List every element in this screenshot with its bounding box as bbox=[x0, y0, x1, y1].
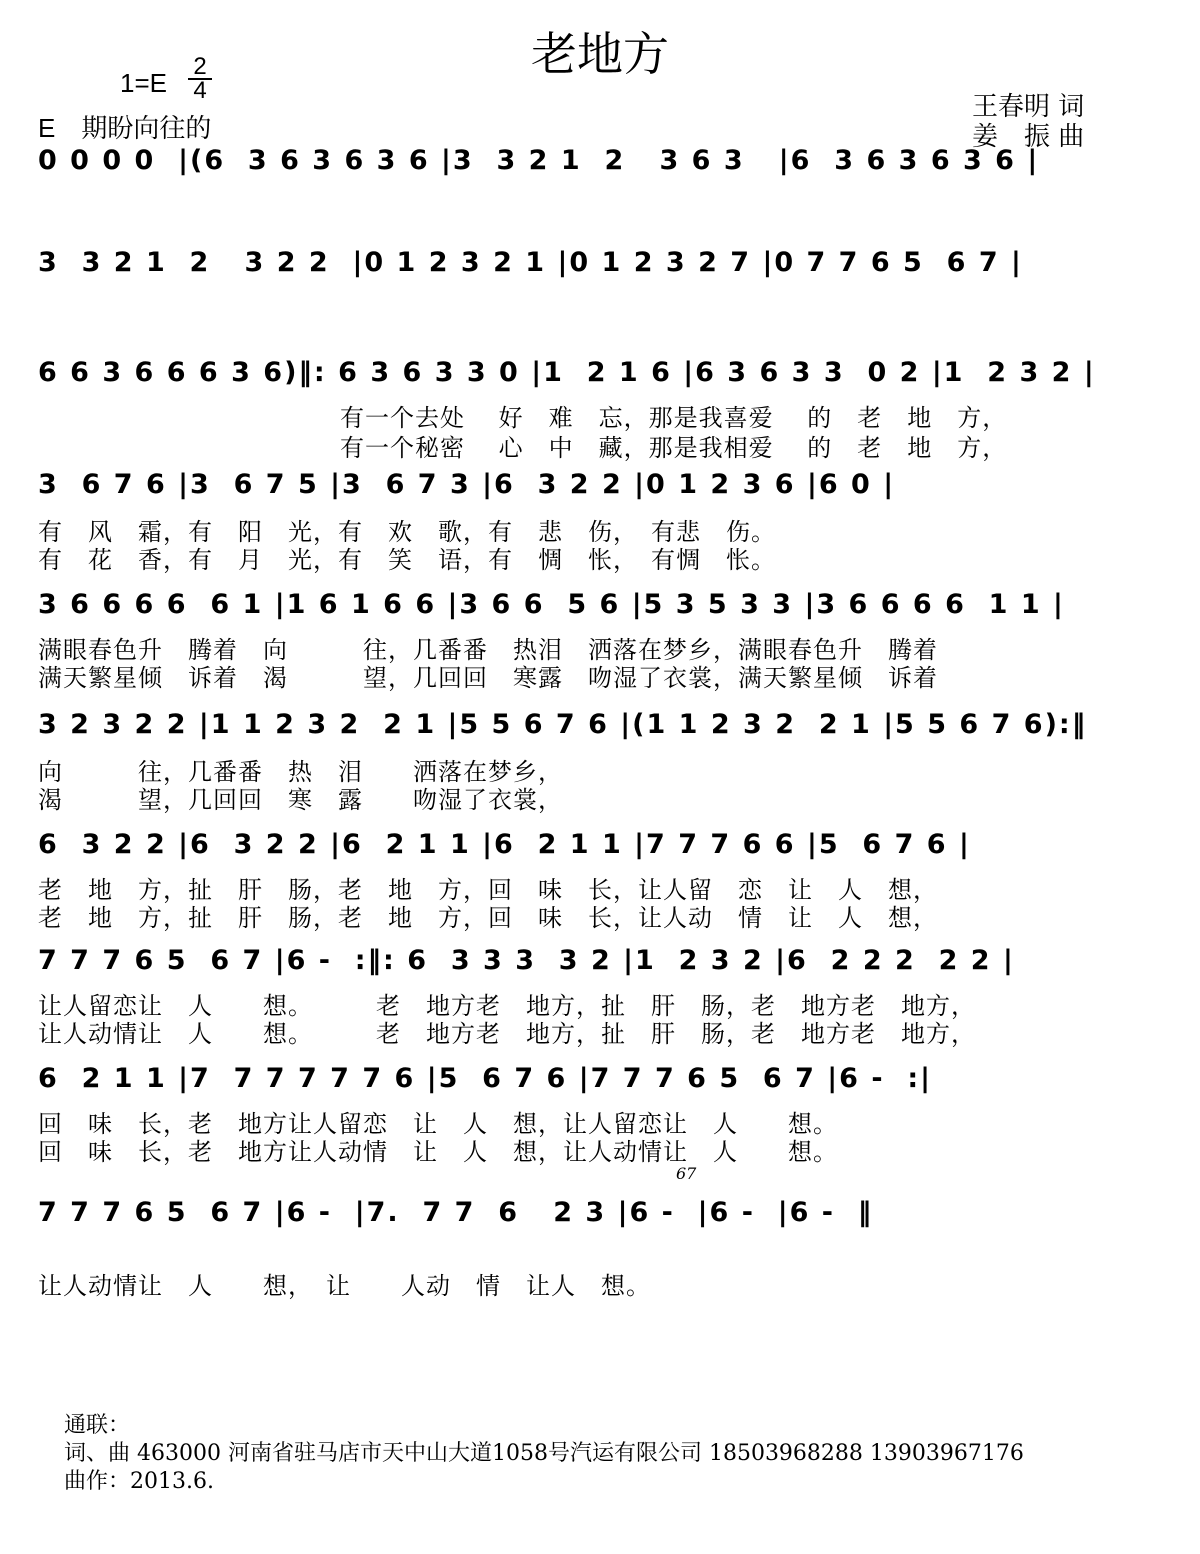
lyric-row-3-verse-2: 有一个秘密 心 中 藏，那是我相爱 的 老 地 方， bbox=[340, 434, 1008, 462]
score-row-7: 6 3 2 2 |6 3 2 2 |6 2 1 1 |6 2 1 1 |7 7 7 6 6 |5 6 7 6 | bbox=[38, 829, 971, 860]
composer: 姜 振 曲 bbox=[972, 122, 1085, 152]
lyricist: 王春明 词 bbox=[972, 92, 1085, 122]
score-row-1: 0 0 0 0 |(6 3 6 3 6 3 6 |3 3 2 1 2 3 6 3 |6 3 6 3 6 3 6 | bbox=[38, 145, 1040, 176]
key-signature: 1=E bbox=[120, 68, 167, 98]
score-row-10: 7 7 7 6 5 6 7 |6 - |7. 7 7 6 2 3 |6 - |6 - |6 - ‖ bbox=[38, 1197, 874, 1228]
lyric-row-5-verse-2: 满天繁星倾 诉着 渴 望，几回回 寒露 吻湿了衣裳，满天繁星倾 诉着 bbox=[38, 664, 938, 692]
lyric-row-8-verse-1: 让人留恋让 人 想。 老 地方老 地方，扯 肝 肠，老 地方老 地方， bbox=[38, 992, 976, 1020]
score-row-8: 7 7 7 6 5 6 7 |6 - :‖: 6 3 3 3 3 2 |1 2 3 2 |6 2 2 2 2 2 | bbox=[38, 945, 1015, 976]
score-row-4: 3 6 7 6 |3 6 7 5 |3 6 7 3 |6 3 2 2 |0 1 2 3 6 |6 0 | bbox=[38, 469, 896, 500]
score-row-2: 3 3 2 1 2 3 2 2 |0 1 2 3 2 1 |0 1 2 3 2 7 |0 7 7 6 5 6 7 | bbox=[38, 247, 1023, 278]
time-signature-top: 2 bbox=[193, 53, 207, 80]
score-row-3: 6 6 3 6 6 6 3 6)‖: 6 3 6 3 3 0 |1 2 1 6 |6 3 6 3 3 0 2 |1 2 3 2 | bbox=[38, 357, 1096, 388]
lyric-row-9-verse-1: 回 味 长，老 地方让人留恋 让 人 想，让人留恋让 人 想。 bbox=[38, 1110, 838, 1138]
lyric-row-6-verse-2: 渴 望，几回回 寒 露 吻湿了衣裳， bbox=[38, 786, 563, 814]
song-title: 老地方 bbox=[531, 27, 669, 81]
score-row-9: 6 2 1 1 |7 7 7 7 7 7 6 |5 6 7 6 |7 7 7 6 5 6 7 |6 - :| bbox=[38, 1063, 932, 1094]
lyric-row-4-verse-1: 有 风 霜，有 阳 光，有 欢 歌，有 悲 伤， 有悲 伤。 bbox=[38, 518, 776, 546]
contact-info: 词、曲 463000 河南省驻马店市天中山大道1058号汽运有限公司 18503968288 13903967176 bbox=[64, 1441, 1024, 1466]
lyric-row-3-verse-1: 有一个去处 好 难 忘，那是我喜爱 的 老 地 方， bbox=[340, 404, 1008, 432]
lyric-row-9-verse-2: 回 味 长，老 地方让人动情 让 人 想，让人动情让 人 想。 bbox=[38, 1138, 838, 1166]
grace-note: 67 bbox=[676, 1164, 697, 1183]
score-row-6: 3 2 3 2 2 |1 1 2 3 2 2 1 |5 5 6 7 6 |(1 1 2 3 2 2 1 |5 5 6 7 6):‖ bbox=[38, 709, 1088, 740]
lyric-row-6-verse-1: 向 往，几番番 热 泪 洒落在梦乡， bbox=[38, 758, 563, 786]
lyric-row-10-verse-1: 让人动情让 人 想， 让 人动 情 让人 想。 bbox=[38, 1272, 651, 1300]
time-signature-bottom: 4 bbox=[193, 77, 207, 104]
lyric-row-7-verse-1: 老 地 方，扯 肝 肠，老 地 方，回 味 长，让人留 恋 让 人 想， bbox=[38, 876, 938, 904]
lyric-row-5-verse-1: 满眼春色升 腾着 向 往，几番番 热泪 洒落在梦乡，满眼春色升 腾着 bbox=[38, 636, 938, 664]
composition-date: 曲作：2013.6. bbox=[64, 1469, 214, 1494]
score-row-5: 3 6 6 6 6 6 1 |1 6 1 6 6 |3 6 6 5 6 |5 3 5 3 3 |3 6 6 6 6 1 1 | bbox=[38, 589, 1065, 620]
lyric-row-8-verse-2: 让人动情让 人 想。 老 地方老 地方，扯 肝 肠，老 地方老 地方， bbox=[38, 1020, 976, 1048]
tempo-marking: E 期盼向往的 bbox=[38, 113, 212, 143]
lyric-row-4-verse-2: 有 花 香，有 月 光，有 笑 语，有 惆 怅， 有惆 怅。 bbox=[38, 546, 776, 574]
contact-label: 通联： bbox=[64, 1413, 131, 1438]
time-signature bbox=[188, 53, 212, 104]
lyric-row-7-verse-2: 老 地 方，扯 肝 肠，老 地 方，回 味 长，让人动 情 让 人 想， bbox=[38, 904, 938, 932]
